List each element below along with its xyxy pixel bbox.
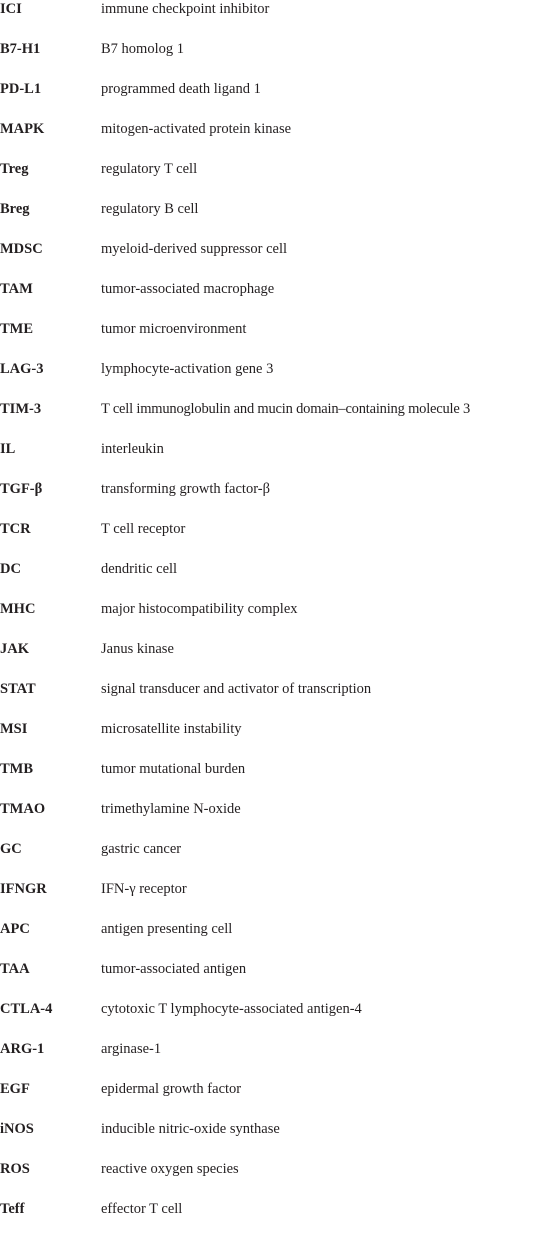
abbreviation-term: JAK: [0, 641, 29, 657]
abbreviation-definition: regulatory T cell: [101, 161, 198, 177]
abbreviation-term: LAG-3: [0, 361, 44, 377]
abbreviation-term: iNOS: [0, 1121, 34, 1137]
abbreviation-definition: T cell receptor: [101, 521, 186, 537]
abbreviation-definition: signal transducer and activator of transcription: [101, 681, 372, 697]
abbreviation-term: APC: [0, 921, 30, 937]
abbreviation-row: [0, 0, 558, 40]
abbreviation-definition: interleukin: [101, 441, 164, 457]
abbreviation-row: [0, 1160, 558, 1200]
abbreviation-term: TMB: [0, 761, 34, 777]
abbreviation-definition: epidermal growth factor: [101, 1081, 242, 1097]
abbreviation-term: MSI: [0, 721, 28, 737]
abbreviation-row: [0, 400, 558, 440]
abbreviation-definition: trimethylamine N-oxide: [101, 801, 241, 817]
abbreviation-row: [0, 40, 558, 80]
abbreviation-term: TIM-3: [0, 401, 42, 417]
abbreviation-definition: dendritic cell: [101, 561, 178, 577]
abbreviation-definition: Janus kinase: [101, 641, 174, 657]
abbreviation-row: [0, 680, 558, 720]
abbreviation-term: EGF: [0, 1081, 30, 1097]
abbreviation-term: Treg: [0, 161, 29, 177]
abbreviation-row: [0, 800, 558, 840]
abbreviation-row: [0, 520, 558, 560]
abbreviation-row: [0, 720, 558, 760]
abbreviation-term: TME: [0, 321, 34, 337]
abbreviation-row: [0, 600, 558, 640]
abbreviation-term: TGF-β: [0, 481, 43, 497]
abbreviation-term: DC: [0, 561, 21, 577]
abbreviation-term: MAPK: [0, 121, 45, 137]
abbreviation-term: MDSC: [0, 241, 43, 257]
abbreviation-term: STAT: [0, 681, 36, 697]
abbreviation-row: [0, 640, 558, 680]
abbreviation-row: [0, 120, 558, 160]
abbreviation-term: PD-L1: [0, 81, 42, 97]
abbreviation-row: [0, 560, 558, 600]
abbreviation-term: B7-H1: [0, 41, 41, 57]
abbreviation-row: [0, 920, 558, 960]
abbreviation-definition: regulatory B cell: [101, 201, 199, 217]
abbreviation-definition: effector T cell: [101, 1201, 183, 1217]
abbreviation-term: IL: [0, 441, 16, 457]
abbreviation-row: [0, 480, 558, 520]
abbreviation-definition: antigen presenting cell: [101, 921, 233, 937]
abbreviation-row: [0, 240, 558, 280]
abbreviation-definition: reactive oxygen species: [101, 1161, 239, 1177]
abbreviation-definition: mitogen-activated protein kinase: [101, 121, 292, 137]
abbreviation-definition: immune checkpoint inhibitor: [101, 1, 270, 17]
abbreviation-definition: cytotoxic T lymphocyte-associated antigen-4: [101, 1001, 362, 1017]
abbreviation-row: [0, 320, 558, 360]
abbreviation-definition: gastric cancer: [101, 841, 182, 857]
abbreviation-definition: arginase-1: [101, 1041, 162, 1057]
abbreviation-row: [0, 1040, 558, 1080]
abbreviation-definition: programmed death ligand 1: [101, 81, 261, 97]
abbreviation-row: [0, 960, 558, 1000]
abbreviation-row: [0, 360, 558, 400]
abbreviation-definition: IFN-γ receptor: [101, 881, 187, 897]
abbreviation-row: [0, 1000, 558, 1040]
abbreviation-term: ARG-1: [0, 1041, 45, 1057]
abbreviation-row: [0, 200, 558, 240]
abbreviation-term: TAM: [0, 281, 33, 297]
abbreviation-row: [0, 160, 558, 200]
abbreviation-definition: inducible nitric-oxide synthase: [101, 1121, 280, 1137]
abbreviation-term: TAA: [0, 961, 30, 977]
abbreviation-term: TMAO: [0, 801, 46, 817]
abbreviation-row: [0, 1200, 558, 1240]
abbreviation-term: GC: [0, 841, 22, 857]
abbreviation-definition: B7 homolog 1: [101, 41, 184, 57]
abbreviation-row: [0, 280, 558, 320]
abbreviation-definition: tumor-associated antigen: [101, 961, 247, 977]
abbreviation-term: Breg: [0, 201, 30, 217]
abbreviation-row: [0, 440, 558, 480]
abbreviation-term: Teff: [0, 1201, 25, 1217]
abbreviation-definition: tumor mutational burden: [101, 761, 246, 777]
abbreviation-term: ICI: [0, 1, 22, 17]
abbreviation-row: [0, 880, 558, 920]
abbreviation-term: MHC: [0, 601, 36, 617]
abbreviation-term: IFNGR: [0, 881, 47, 897]
abbreviation-term: CTLA-4: [0, 1001, 53, 1017]
abbreviation-definition: tumor microenvironment: [101, 321, 247, 337]
abbreviation-definition: transforming growth factor-β: [101, 481, 270, 497]
abbreviation-row: [0, 1120, 558, 1160]
abbreviation-definition: microsatellite instability: [101, 721, 242, 737]
abbreviation-row: [0, 760, 558, 800]
abbreviation-definition: lymphocyte-activation gene 3: [101, 361, 274, 377]
abbreviation-row: [0, 1080, 558, 1120]
abbreviation-row: [0, 80, 558, 120]
abbreviation-definition: major histocompatibility complex: [101, 601, 298, 617]
abbreviation-term: TCR: [0, 521, 31, 537]
abbreviation-definition: myeloid-derived suppressor cell: [101, 241, 288, 257]
abbreviation-term: ROS: [0, 1161, 30, 1177]
abbreviation-definition: tumor-associated macrophage: [101, 281, 275, 297]
abbreviation-row: [0, 840, 558, 880]
abbreviation-definition: T cell immunoglobulin and mucin domain–containing molecule 3: [101, 401, 471, 417]
